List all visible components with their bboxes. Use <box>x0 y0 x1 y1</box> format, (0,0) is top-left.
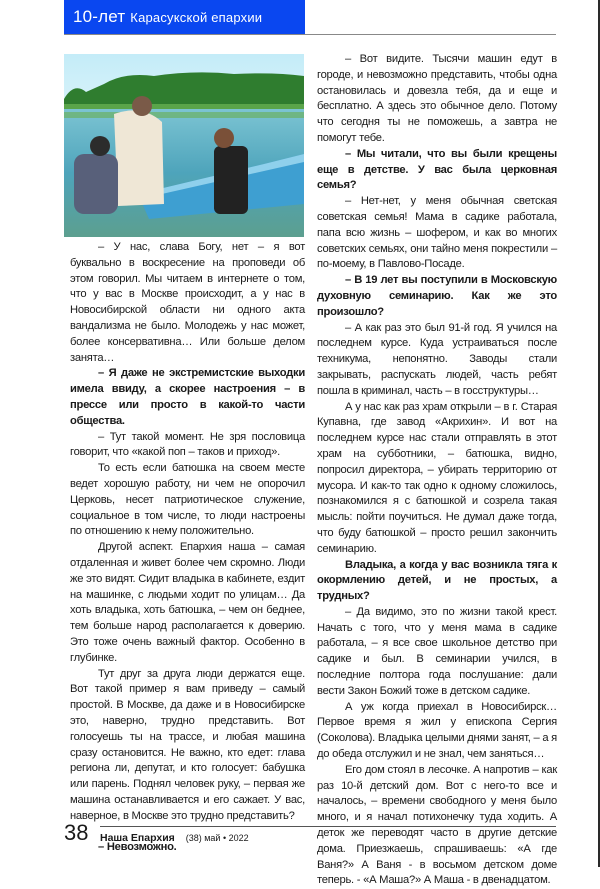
answer-paragraph: А у нас как раз храм открыли – в г. Старая Купавна, где завод «Акрихин». И вот на последнем курсе нас стали отправлять в этот храм на субботники, – батюшка, видно, попросил директора, – убирать территорию от мусора. И как-то так одно к одному сложилось, познакомился я с батюшкой и созрела такая мысль: пойти поучиться. Не думал даже тогда, что буду батюшкой – просто решил закончить семинарию. <box>317 400 557 555</box>
question-paragraph: – В 19 лет вы поступили в Московскую духовную семинарию. Как же это произошло? <box>317 274 557 318</box>
left-column <box>70 240 305 856</box>
answer-paragraph: То есть если батюшка на своем месте ведет хорошую работу, ни чем не опорочил Церковь, несет патриотическое служение, социальное в том числе, то люди настроены по отношению к нему положительно. <box>70 462 305 538</box>
question-paragraph: – Невозможно. <box>98 841 177 854</box>
answer-paragraph: Другой аспект. Епархия наша – самая отдаленная и живет более чем скромно. Люди же это видят. Сидит владыка в кабинете, ездит на машинке, с людьми ходит по улицам… Да хоть владыка, хоть батюшка, – чем он беднее, тем больше народ располагается к доверию. Это тоже очень важный фактор. Особенно в глубинке. <box>70 541 305 664</box>
footer-rule <box>100 826 556 827</box>
magazine-name: Наша Епархия <box>100 832 175 844</box>
issue-info: (38) май • 2022 <box>185 833 249 843</box>
answer-paragraph: – Тут такой момент. Не зря пословица говорит, что «какой поп – таков и приход». <box>70 430 305 459</box>
section-title: Карасукской епархии <box>130 10 263 25</box>
answer-paragraph: Его дом стоял в лесочке. А напротив – как раз 10-й детский дом. Вот с него-то все и началось, – времени свободного у меня было много, и я начал потихонечку туда ходить. А деток же переводят часто в другие детские дома. Приезжаешь, спрашиваешь: «А где Ваня?» А Ваня - в восьмом детском доме теперь. - «А Маша?» А Маша - в двенадцатом. <box>317 763 557 887</box>
baptism-photo <box>64 54 304 237</box>
answer-paragraph: – Да видимо, это по жизни такой крест. Начать с того, что у меня мама в садике работала, – я все свое школьное детство при садике и был. В семинарии учился, в последние полтора года послушание: дали вести Закон Божий тоже в детском садике. <box>317 605 557 697</box>
question-paragraph: – Я даже не экстремистские выходки имела ввиду, а скорее настроения – в прессе или просто в какой-то части общества. <box>70 367 305 427</box>
section-title-prefix: 10-лет <box>73 7 131 26</box>
photo-illustration <box>64 54 304 237</box>
question-paragraph: – Мы читали, что вы были крещены еще в детстве. У вас была церковная семья? <box>317 147 557 192</box>
answer-paragraph: Тут друг за друга люди держатся еще. Вот такой пример я вам приведу – самый простой. В Москве, да даже и в Новосибирске это, наверно, трудно представить. Вот голосуешь ты на трассе, и любая машина сразу остановится. Не важно, кто едет: глава региона ли, депутат, и кто голосует: бабушка или парень. Поднял человек руку, – первая же машина останавливается и его сажает. У вас, наверное, в Москве это трудно представить? <box>70 667 305 822</box>
answer-paragraph: – А как раз это был 91-й год. Я учился на последнем курсе. Куда устраиваться после техникума, непонятно. Заводы стали закрывать, распускать людей, часть ребят пошла в криминал, часть – в госструктуры… <box>317 321 557 397</box>
question-paragraph: Владыка, а когда у вас возникла тяга к окормлению детей, и не простых, а трудных? <box>317 558 557 603</box>
right-column <box>317 52 557 889</box>
section-header <box>64 0 305 34</box>
answer-paragraph: А уж когда приехал в Новосибирск… Первое время я жил у епископа Сергия (Соколова). Владыка целыми днями занят, – а я до обеда отслужил и не знал, чем заняться… <box>317 700 557 761</box>
header-rule <box>64 34 556 35</box>
answer-paragraph: – У нас, слава Богу, нет – я вот буквально в воскресение на проповеди об этом говорил. Мы читаем в интернете о том, что у вас в Москве происходит, а у нас в Новосибирской области ни одного акта вандализма не было. Молодежь у нас может, более консервативна… Или больше делом занята… <box>70 241 305 364</box>
footer-credits <box>100 832 249 844</box>
answer-paragraph: – Нет-нет, у меня обычная светская советская семья! Мама в садике работала, папа всю жизнь – шофером, и как во многих советских семьях, они тайно меня покрестили – по-моему, в Павлово-Посаде. <box>317 195 557 271</box>
answer-paragraph: – Вот видите. Тысячи машин едут в городе, и невозможно представить, чтобы одна остановилась и довезла тебя, да и еще и бесплатно. А здесь это обычное дело. Потому что сегодня ты не поможешь, а завтра не помогут тебе. <box>317 53 557 144</box>
page-number: 38 <box>64 820 89 845</box>
